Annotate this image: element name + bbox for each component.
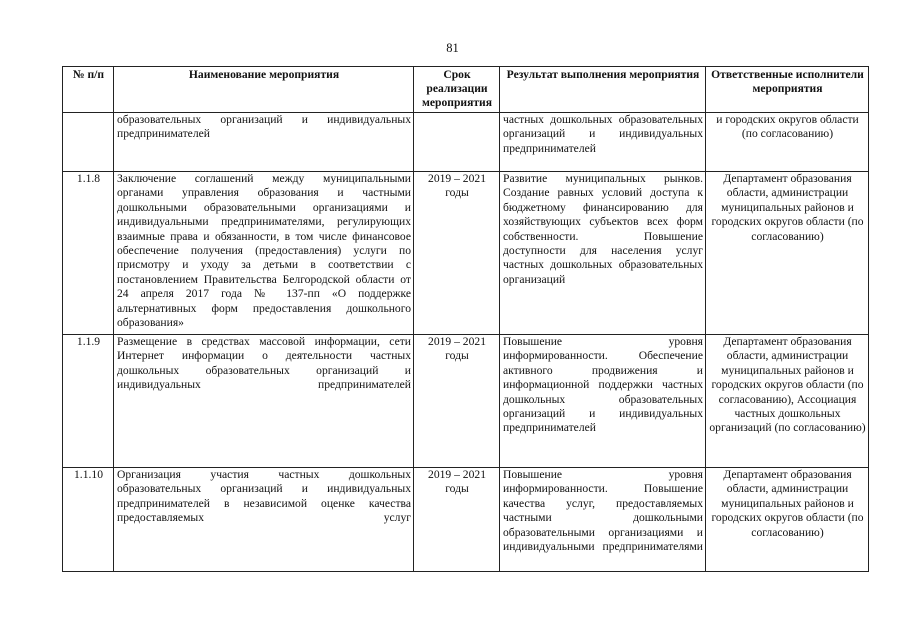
row-num: 1.1.8 xyxy=(63,172,114,335)
measures-table xyxy=(62,66,869,572)
row-num: 1.1.10 xyxy=(63,468,114,572)
table-header-row xyxy=(63,67,869,113)
table-row xyxy=(63,113,869,172)
table-row xyxy=(63,468,869,572)
row-responsible: Департамент образования области, администрации муниципальных районов и городских округов области (по согласованию), Ассоциация частных дошкольных организаций (по согласованию) xyxy=(706,335,869,468)
header-result: Результат выполнения мероприятия xyxy=(500,67,706,113)
row-num xyxy=(63,113,114,172)
row-term: 2019 – 2021 годы xyxy=(414,468,500,572)
header-responsible: Ответственные исполнители мероприятия xyxy=(706,67,869,113)
table-row xyxy=(63,335,869,468)
row-term xyxy=(414,113,500,172)
row-responsible: Департамент образования области, администрации муниципальных районов и городских округов области (по согласованию) xyxy=(706,172,869,335)
table-row xyxy=(63,172,869,335)
row-term: 2019 – 2021 годы xyxy=(414,172,500,335)
header-name: Наименование мероприятия xyxy=(114,67,414,113)
row-name: Организация участия частных дошкольных образовательных организаций и индивидуальных предпринимателей в независимой оценке качества предоставляемых услуг xyxy=(114,468,414,572)
page-number: 81 xyxy=(446,41,459,55)
header-term: Срок реализации мероприятия xyxy=(414,67,500,113)
row-responsible: Департамент образования области, администрации муниципальных районов и городских округов области (по согласованию) xyxy=(706,468,869,572)
row-result: Развитие муниципальных рынков. Создание равных условий доступа к бюджетному финансированию для хозяйствующих субъектов всех форм собственности. Повышение доступности для населения услуг частных дошкольных образовательных организаций xyxy=(500,172,706,335)
row-name: Заключение соглашений между муниципальными органами управления образования и частными дошкольными образовательными организациями и индивидуальными предпринимателями, регулирующих взаимные права и обязанности, в том числе финансовое обеспечение получения (предоставления) услуги по присмотру и уходу за детьми в соответствии с постановлением Правительства Белгородской области от 24 апреля 2017 года № 137-пп «О поддержке альтернативных форм предоставления дошкольного образования» xyxy=(114,172,414,335)
row-result: частных дошкольных образовательных организаций и индивидуальных предпринимателей xyxy=(500,113,706,172)
row-result: Повышение уровня информированности. Повышение качества услуг, предоставляемых частными дошкольными образовательными организациями и индивидуальными предпринимателями xyxy=(500,468,706,572)
header-num: № п/п xyxy=(63,67,114,113)
row-num: 1.1.9 xyxy=(63,335,114,468)
row-term: 2019 – 2021 годы xyxy=(414,335,500,468)
row-name: Размещение в средствах массовой информации, сети Интернет информации о деятельности частных дошкольных образовательных организаций и индивидуальных предпринимателей xyxy=(114,335,414,468)
row-name: образовательных организаций и индивидуальных предпринимателей xyxy=(114,113,414,172)
row-result: Повышение уровня информированности. Обеспечение активного продвижения и информационной поддержки частных дошкольных образовательных организаций и индивидуальных предпринимателей xyxy=(500,335,706,468)
row-responsible: и городских округов области (по согласованию) xyxy=(706,113,869,172)
